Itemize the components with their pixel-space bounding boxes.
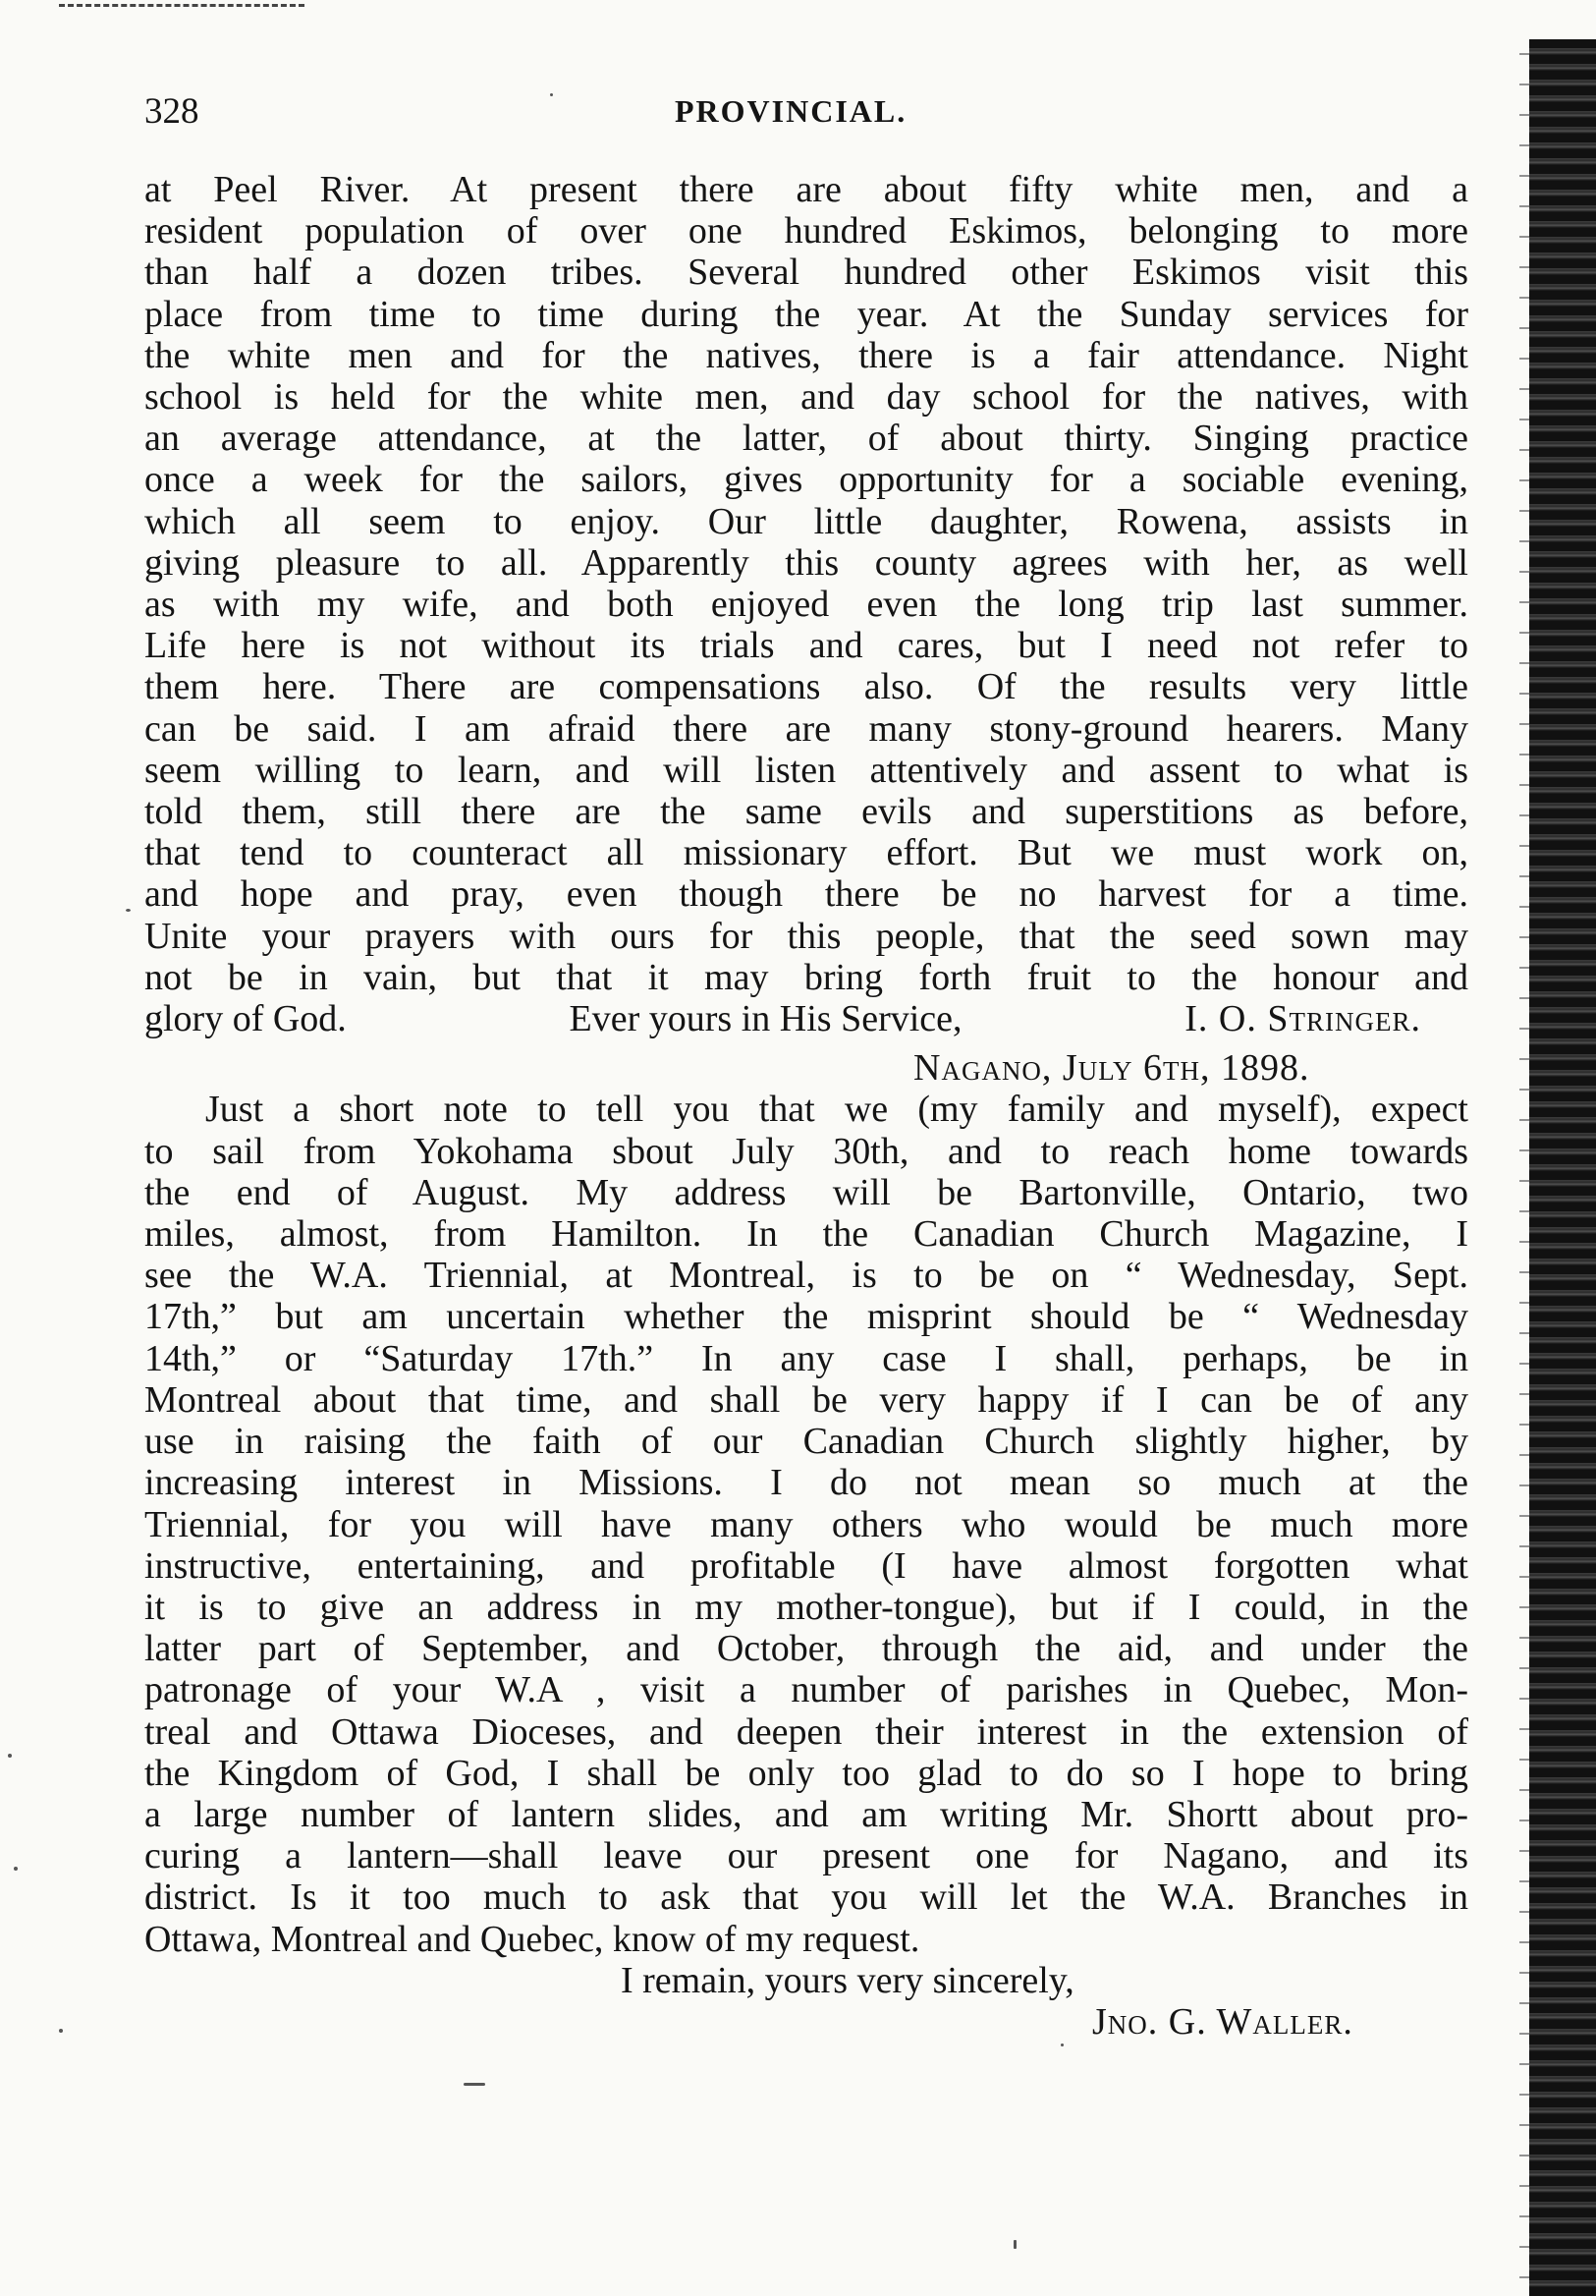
- text-line: to sail from Yokohama sbout July 30th, and to reach home towards: [144, 1130, 1468, 1172]
- text-line: Just a short note to tell you that we (my family and myself), expect: [205, 1089, 1468, 1131]
- text-line: it is to give an address in my mother-tongue), but if I could, in the: [144, 1586, 1468, 1628]
- text-line: school is held for the white men, and day school for the natives, with: [144, 376, 1468, 419]
- text-line: seem willing to learn, and will listen attentively and assent to what is: [144, 749, 1468, 791]
- text-line: district. Is it too much to ask that you will let the W.A. Branches in: [144, 1876, 1468, 1919]
- text-line: increasing interest in Missions. I do not mean so much at the: [144, 1462, 1468, 1504]
- print-speck: [14, 1867, 18, 1871]
- letter-waller: [144, 1047, 1468, 2043]
- text-line: not be in vain, but that it may bring forth fruit to the honour and: [144, 956, 1468, 998]
- signature: I. O. Stringer.: [1184, 998, 1421, 1040]
- text-line: curing a lantern—shall leave our present one for Nagano, and its: [144, 1835, 1468, 1877]
- text-line: than half a dozen tribes. Several hundred other Eskimos visit this: [144, 252, 1468, 294]
- dateline: Nagano, July 6th, 1898.: [913, 1047, 1310, 1090]
- text-line: and hope and pray, even though there be no harvest for a time.: [144, 873, 1468, 916]
- text-line: which all seem to enjoy. Our little daughter, Rowena, assists in: [144, 500, 1468, 542]
- text-line: Montreal about that time, and shall be very happy if I can be of any: [144, 1378, 1468, 1421]
- text-line: the white men and for the natives, there is a fair attendance. Night: [144, 334, 1468, 376]
- closing: I remain, yours very sincerely,: [621, 1959, 1074, 2001]
- text-line: as with my wife, and both enjoyed even the long trip last summer.: [144, 584, 1468, 626]
- text-line: an average attendance, at the latter, of about thirty. Singing practice: [144, 418, 1468, 460]
- closing: Ever yours in His Service,: [569, 998, 963, 1040]
- text-line: use in raising the faith of our Canadian Church slightly higher, by: [144, 1421, 1468, 1463]
- text-line: at Peel River. At present there are about fifty white men, and a: [144, 169, 1468, 210]
- signature: Jno. G. Waller.: [1092, 2000, 1353, 2043]
- letter-stringer: [144, 169, 1468, 1039]
- final-line: Ottawa, Montreal and Quebec, know of my request.: [144, 1918, 920, 1960]
- text-line: instructive, entertaining, and profitable (I have almost forgotten what: [144, 1544, 1468, 1587]
- top-rule: [59, 4, 304, 7]
- print-speck: [126, 909, 131, 912]
- print-speck: [464, 2083, 485, 2086]
- print-speck: [8, 1754, 12, 1758]
- text-line: Unite your prayers with ours for this people, that the seed sown may: [144, 915, 1468, 957]
- text-line: miles, almost, from Hamilton. In the Canadian Church Magazine, I: [144, 1213, 1468, 1256]
- text-line: can be said. I am afraid there are many stony-ground hearers. Many: [144, 707, 1468, 750]
- text-line: treal and Ottawa Dioceses, and deepen their interest in the extension of: [144, 1710, 1468, 1753]
- text-line: the Kingdom of God, I shall be only too glad to do so I hope to bring: [144, 1752, 1468, 1794]
- print-speck: [1014, 2240, 1017, 2249]
- final-line: glory of God.: [144, 998, 347, 1040]
- text-line: place from time to time during the year. At the Sunday services for: [144, 293, 1468, 335]
- print-speck: [550, 93, 553, 96]
- page-header: [144, 90, 1480, 140]
- text-line: 14th,” or “Saturday 17th.” In any case I shall, perhaps, be in: [144, 1337, 1468, 1379]
- text-line: them here. There are compensations also. Of the results very little: [144, 666, 1468, 708]
- text-line: once a week for the sailors, gives opportunity for a sociable evening,: [144, 459, 1468, 501]
- text-line: latter part of September, and October, through the aid, and under the: [144, 1628, 1468, 1670]
- text-line: that tend to counteract all missionary effort. But we must work on,: [144, 832, 1468, 874]
- page-number: 328: [144, 91, 199, 132]
- text-line: giving pleasure to all. Apparently this county agrees with her, as well: [144, 541, 1468, 584]
- book-spine-edge: [1529, 39, 1596, 2296]
- print-speck: [1061, 2044, 1064, 2046]
- signoff-line: [144, 998, 1421, 1039]
- text-line: 17th,” but am uncertain whether the misprint should be “ Wednesday: [144, 1296, 1468, 1338]
- text-line: a large number of lantern slides, and am writing Mr. Shortt about pro-: [144, 1793, 1468, 1835]
- text-line: told them, still there are the same evils and superstitions as before,: [144, 791, 1468, 833]
- page-body: [144, 169, 1468, 2043]
- text-line: the end of August. My address will be Bartonville, Ontario, two: [144, 1171, 1468, 1213]
- running-head: PROVINCIAL.: [675, 93, 908, 129]
- text-line: Triennial, for you will have many others who would be much more: [144, 1503, 1468, 1545]
- text-line: Life here is not without its trials and cares, but I need not refer to: [144, 625, 1468, 667]
- print-speck: [59, 2029, 63, 2033]
- text-line: resident population of over one hundred Eskimos, belonging to more: [144, 210, 1468, 252]
- text-line: patronage of your W.A , visit a number of parishes in Quebec, Mon-: [144, 1669, 1468, 1711]
- text-line: see the W.A. Triennial, at Montreal, is to be on “ Wednesday, Sept.: [144, 1255, 1468, 1297]
